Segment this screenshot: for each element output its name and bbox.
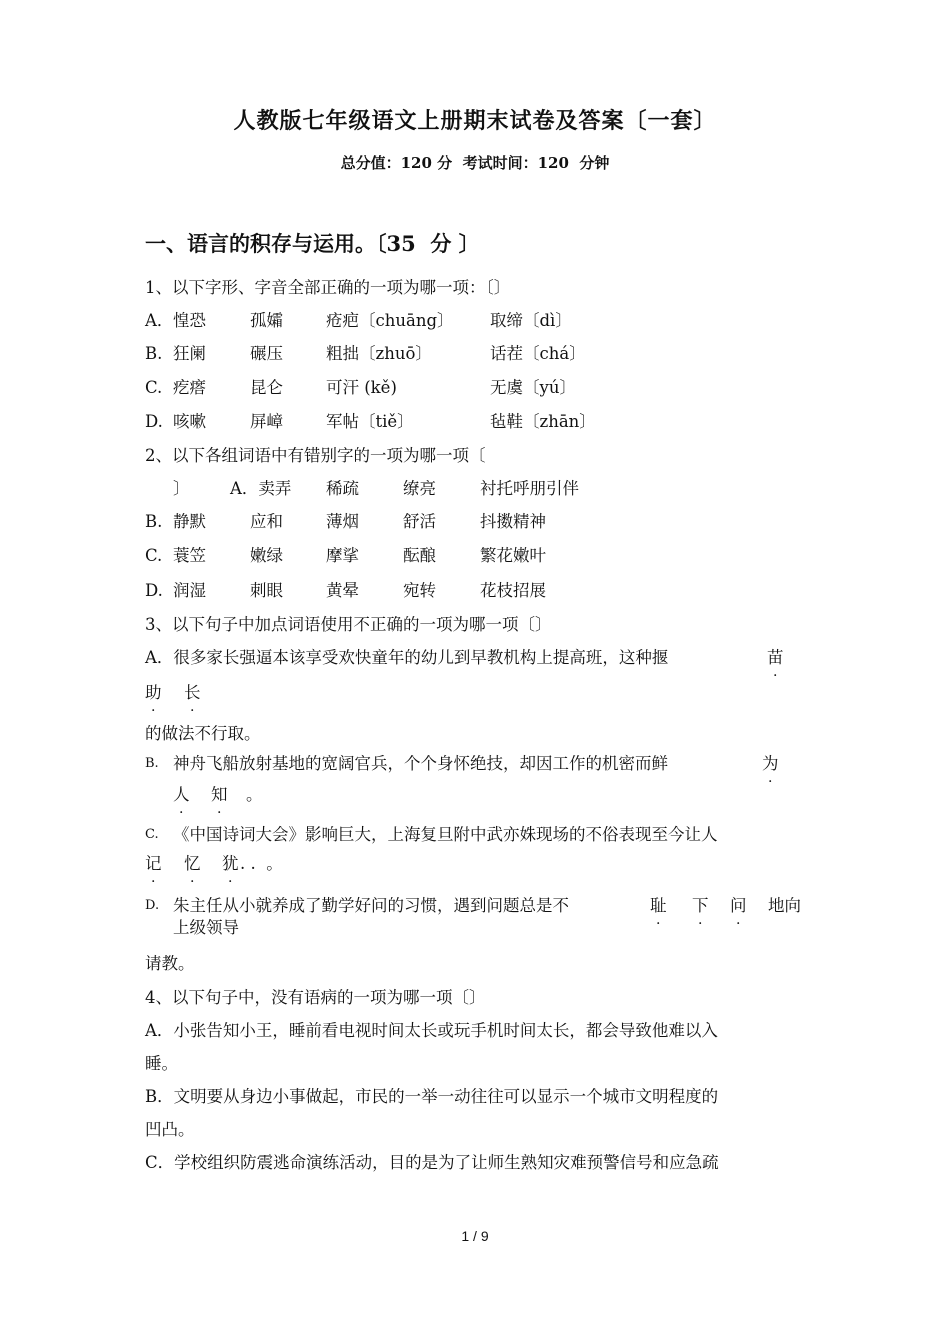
option-word: 取缔〔dì〕 — [490, 311, 572, 330]
option-label: D. — [145, 581, 163, 600]
option-word: 花枝招展 — [480, 581, 546, 600]
option-word: 润湿 — [173, 581, 206, 600]
q3-option-b-text: 神舟飞船放射基地的宽阔官兵，个个身怀绝技，却因工作的机密而鲜 — [173, 754, 668, 773]
option-word: 蓑笠 — [173, 546, 206, 565]
dotted-char: 下 . — [692, 896, 709, 916]
dotted-char: 耻 . — [650, 896, 667, 916]
dotted-char: 苗 . — [767, 648, 784, 668]
option-word: 屏嶂 — [250, 412, 283, 431]
dotted-char: 问 . — [730, 896, 747, 916]
q3-option-c-text: 《中国诗词大会》影响巨大，上海复旦附中武亦姝现场的不俗表现至今让人 — [173, 825, 718, 844]
question-1-stem: 1、以下字形、字音全部正确的一项为哪一项：〔〕 — [145, 278, 511, 297]
q4-option-c-text: C．学校组织防震逃命演练活动，目的是为了让师生熟知灾难预警信号和应急疏 — [145, 1153, 719, 1172]
dotted-char: 忆 . — [184, 854, 201, 874]
option-word: 军帖〔tiě〕 — [326, 412, 414, 431]
option-word: 孤孀 — [250, 311, 283, 330]
option-word: 话茬〔chá〕 — [490, 344, 586, 363]
option-label: A． — [145, 311, 174, 330]
q3-option-a-text: A．很多家长强逼本该享受欢快童年的幼儿到早教机构上提高班，这种揠 — [145, 648, 669, 667]
option-word: 毡鞋〔zhān〕 — [490, 412, 596, 431]
option-label: B. — [145, 344, 163, 363]
question-4-stem: 4、以下句子中，没有语病的一项为哪一项〔〕 — [145, 988, 486, 1007]
question-3-stem: 3、以下句子中加点词语使用不正确的一项为哪一项〔〕 — [145, 615, 552, 634]
option-word: 应和 — [250, 512, 283, 531]
option-label: C. — [145, 378, 163, 397]
option-word: 摩挲 — [326, 546, 359, 565]
option-word: 昆仑 — [250, 378, 283, 397]
q4-option-a-text-2: 睡。 — [145, 1054, 178, 1073]
option-word: 静默 — [173, 512, 206, 531]
option-word: 缭亮 — [403, 479, 436, 498]
dotted-char: 长 . — [184, 683, 201, 703]
exam-meta: 总分值：120 分 考试时间：120 分钟 — [340, 154, 610, 172]
option-word: 疮疤〔chuāng〕 — [326, 311, 454, 330]
option-word: 可汗 (kě) — [326, 378, 397, 397]
option-word: 刺眼 — [250, 581, 283, 600]
question-2-stem: 2、以下各组词语中有错别字的一项为哪一项〔 — [145, 446, 486, 465]
q3-option-d-text-2: 上级领导 — [173, 918, 239, 937]
option-label: D. — [145, 898, 160, 913]
q3-option-d-text: 朱主任从小就养成了勤学好问的习惯，遇到问题总是不 — [173, 896, 569, 915]
stem-close: 〕 — [173, 479, 190, 498]
option-word: 粗拙〔zhuō〕 — [326, 344, 432, 363]
option-word: 碾压 — [250, 344, 283, 363]
option-word: 衬托呼朋引伴 — [480, 479, 579, 498]
q4-option-b-text: B．文明要从身边小事做起，市民的一举一动往往可以显示一个城市文明程度的 — [145, 1087, 719, 1106]
dotted-char: 记 . — [145, 854, 162, 874]
option-word: 舒活 — [403, 512, 436, 531]
option-word: 疙瘩 — [173, 378, 206, 397]
dotted-char: 人 . — [173, 785, 190, 805]
option-word: 狂阑 — [173, 344, 206, 363]
dotted-char: 为 . — [762, 754, 779, 774]
option-word: 嫩绿 — [250, 546, 283, 565]
option-label: B. — [145, 756, 159, 771]
q4-option-b-text-2: 凹凸。 — [145, 1120, 195, 1139]
option-word: 酝酿 — [403, 546, 436, 565]
q3-option-a-tail: 的做法不行取。 — [145, 724, 261, 743]
option-word: 稀疏 — [326, 479, 359, 498]
option-word: 抖擞精神 — [480, 512, 546, 531]
option-label: C. — [145, 546, 163, 565]
section-heading: 一、语言的积存与运用。〔35 分 〕 — [145, 231, 480, 256]
sentence-end: 。 — [246, 785, 263, 804]
q3-option-d-text-3: 请教。 — [145, 954, 195, 973]
option-label: C. — [145, 827, 159, 842]
q4-option-a-text: A．小张告知小王，睡前看电视时间太长或玩手机时间太长，都会导致他难以入 — [145, 1021, 718, 1040]
q3-option-d-tail: 地向 — [768, 896, 801, 915]
option-word: 薄烟 — [326, 512, 359, 531]
option-word: 无虞〔yú〕 — [490, 378, 576, 397]
dotted-char: 知 . — [211, 785, 228, 805]
dotted-char: 犹 . — [222, 854, 239, 874]
sentence-end: . . 。 — [240, 854, 283, 873]
page-number: 1 / 9 — [461, 1228, 489, 1244]
option-word: A．卖弄 — [230, 479, 292, 498]
option-word: 繁花嫩叶 — [480, 546, 546, 565]
option-word: 咳嗽 — [173, 412, 206, 431]
dotted-char: 助 . — [145, 683, 162, 703]
option-word: 黄晕 — [326, 581, 359, 600]
option-label: B. — [145, 512, 163, 531]
option-word: 宛转 — [403, 581, 436, 600]
option-label: D. — [145, 412, 163, 431]
option-word: 惶恐 — [173, 311, 206, 330]
document-title: 人教版七年级语文上册期末试卷及答案〔一套〕 — [233, 108, 717, 134]
